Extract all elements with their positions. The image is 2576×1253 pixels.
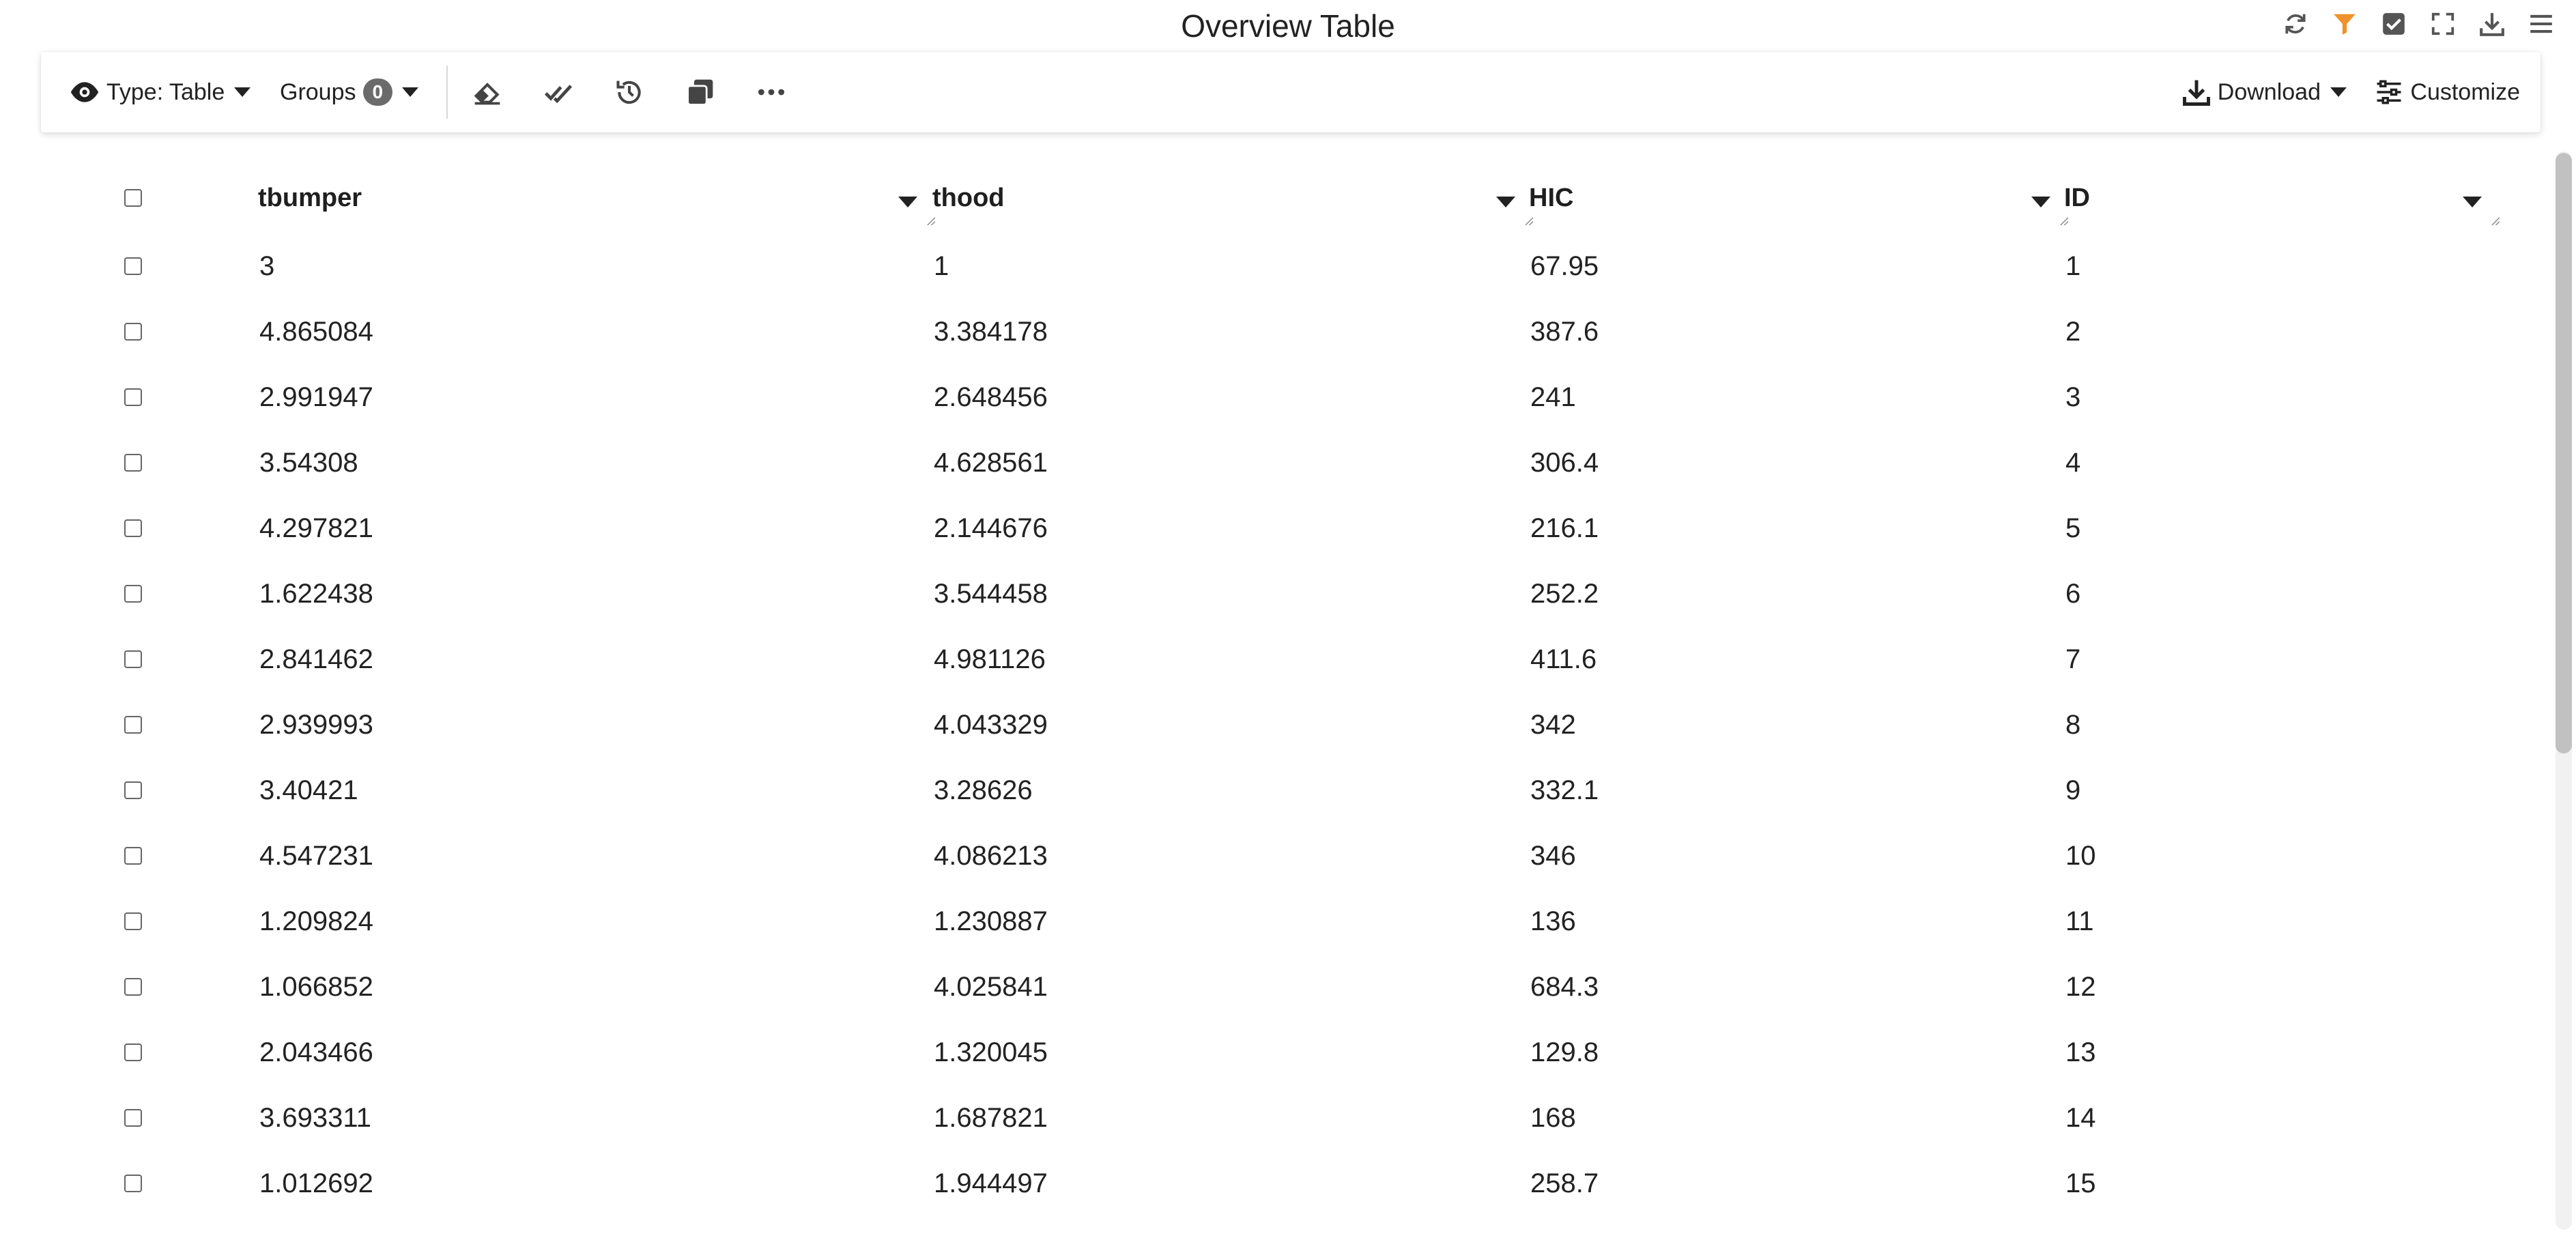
type-selector[interactable] [70,77,251,107]
row-select-cell [124,889,142,954]
table-cell: 9 [2065,775,2081,805]
groups-label: Groups [280,78,356,105]
table-cell: 684.3 [1530,971,1599,1002]
history-icon[interactable] [610,73,648,111]
scrollbar-thumb[interactable] [2556,153,2572,753]
table-cell: 2 [2065,316,2081,347]
table-cell: 7 [2065,644,2081,674]
filter-icon[interactable] [2330,10,2359,38]
chevron-down-icon [2330,87,2347,97]
refresh-icon[interactable] [2281,10,2310,38]
table-cell: 4.025841 [934,971,1048,1002]
table-cell: 4.086213 [934,840,1048,871]
row-checkbox[interactable] [124,585,142,603]
table-cell: 12 [2065,971,2096,1002]
column-header-label: thood [932,183,1005,212]
table-cell: 4.865084 [259,316,373,347]
vertical-scrollbar[interactable] [2556,152,2572,1230]
eraser-icon[interactable] [468,73,506,111]
download-label: Download [2217,78,2321,105]
sort-icon[interactable] [1496,197,1515,207]
table-cell: 4.297821 [259,513,373,543]
table-cell: 1.944497 [934,1168,1048,1198]
table-cell: 11 [2065,906,2094,936]
table-cell: 4.981126 [934,644,1046,674]
table-cell: 129.8 [1530,1037,1599,1067]
select-all-cell [124,164,152,232]
data-table [41,143,2541,1228]
row-checkbox[interactable] [124,912,142,930]
row-select-cell [124,1151,142,1216]
table-row [41,561,2513,626]
row-checkbox[interactable] [124,1109,142,1127]
table-row [41,823,2513,889]
row-select-cell [124,626,142,692]
table-cell: 216.1 [1530,513,1599,543]
sort-icon[interactable] [2463,197,2482,207]
more-icon[interactable] [752,73,790,111]
row-checkbox[interactable] [124,257,142,275]
table-cell: 1.209824 [259,906,373,936]
table-cell: 258.7 [1530,1168,1599,1198]
table-cell: 332.1 [1530,775,1599,805]
copy-icon[interactable] [681,73,719,111]
row-checkbox[interactable] [124,847,142,865]
table-cell: 241 [1530,381,1576,412]
column-header-label: HIC [1529,183,1574,212]
table-cell: 1.230887 [934,906,1048,936]
row-checkbox[interactable] [124,1175,142,1192]
table-cell: 1.320045 [934,1037,1048,1067]
column-header-label: ID [2064,183,2090,212]
table-cell: 346 [1530,840,1576,871]
page-title: Overview Table [1181,8,1395,44]
table-row [41,233,2513,299]
checkbox-icon[interactable] [2379,10,2408,38]
customize-label: Customize [2410,78,2520,105]
table-row [41,758,2513,823]
row-select-cell [124,1085,142,1151]
download-menu[interactable] [2182,78,2347,106]
table-cell: 387.6 [1530,316,1599,347]
table-row [41,954,2513,1020]
chevron-down-icon [402,87,418,97]
table-row [41,495,2513,561]
row-checkbox[interactable] [124,650,142,668]
row-checkbox[interactable] [124,978,142,996]
table-cell: 2.939993 [259,709,373,740]
row-select-cell [124,364,142,430]
table-cell: 4 [2065,447,2081,478]
table-cell: 10 [2065,840,2096,871]
table-row [41,692,2513,758]
table-cell: 136 [1530,906,1576,936]
row-checkbox[interactable] [124,388,142,406]
row-select-cell [124,299,142,364]
sliders-icon [2375,78,2403,106]
table-cell: 168 [1530,1102,1576,1133]
groups-count-badge: 0 [363,78,393,106]
table-row [41,1151,2513,1216]
table-toolbar [41,52,2541,132]
table-cell: 67.95 [1530,250,1599,281]
table-cell: 2.841462 [259,644,373,674]
table-cell: 1.622438 [259,578,373,609]
row-checkbox[interactable] [124,519,142,537]
row-checkbox[interactable] [124,1043,142,1061]
table-cell: 14 [2065,1102,2096,1133]
column-header-id[interactable] [2064,164,2500,232]
row-select-cell [124,1020,142,1085]
sort-icon[interactable] [2031,197,2050,207]
table-row [41,364,2513,430]
table-cell: 2.144676 [934,513,1048,543]
row-checkbox[interactable] [124,323,142,341]
download-icon[interactable] [2478,10,2506,38]
row-checkbox[interactable] [124,716,142,734]
eye-icon [70,77,100,107]
table-cell: 6 [2065,578,2081,609]
table-cell: 306.4 [1530,447,1599,478]
table-row [41,1020,2513,1085]
table-cell: 411.6 [1530,644,1597,674]
table-cell: 3.693311 [259,1102,371,1133]
type-label: Type: Table [106,78,225,105]
table-cell: 1.012692 [259,1168,373,1198]
table-cell: 3.544458 [934,578,1048,609]
customize-button[interactable] [2375,78,2520,106]
table-cell: 13 [2065,1037,2096,1067]
table-cell: 4.043329 [934,709,1048,740]
table-cell: 4.628561 [934,447,1048,478]
fullscreen-icon[interactable] [2429,10,2457,38]
table-cell: 2.648456 [934,381,1048,412]
column-header-tbumper[interactable] [258,164,935,232]
table-cell: 1 [934,250,949,281]
download-icon [2182,78,2211,106]
row-checkbox[interactable] [124,454,142,472]
table-cell: 1 [2065,250,2081,281]
row-select-cell [124,692,142,758]
table-cell: 3.40421 [259,775,358,805]
row-checkbox[interactable] [124,781,142,799]
table-cell: 3.384178 [934,316,1048,347]
check-all-icon[interactable] [539,73,577,111]
table-cell: 2.043466 [259,1037,373,1067]
row-select-cell [124,954,142,1020]
menu-icon[interactable] [2527,10,2556,38]
table-cell: 2.991947 [259,381,373,412]
row-select-cell [124,495,142,561]
row-select-cell [124,430,142,495]
row-select-cell [124,758,142,823]
table-row [41,889,2513,954]
sort-icon[interactable] [898,197,917,207]
groups-selector[interactable] [280,78,418,106]
table-row [41,626,2513,692]
column-header-label: tbumper [258,183,362,212]
toolbar-divider [446,66,448,119]
column-header-hic[interactable] [1529,164,2068,232]
table-cell: 252.2 [1530,578,1599,609]
table-cell: 4.547231 [259,840,373,871]
table-cell: 5 [2065,513,2081,543]
table-row [41,1085,2513,1151]
top-icon-bar [2281,10,2556,38]
chevron-down-icon [234,87,251,97]
table-row [41,430,2513,495]
table-header-row [41,164,2513,232]
table-row [41,299,2513,364]
table-cell: 3.28626 [934,775,1033,805]
table-cell: 8 [2065,709,2081,740]
table-cell: 342 [1530,709,1576,740]
table-cell: 1.066852 [259,971,373,1002]
table-cell: 1.687821 [934,1102,1048,1133]
table-cell: 3 [259,250,275,281]
resize-handle-icon[interactable] [2490,216,2500,225]
row-select-cell [124,233,142,299]
column-header-thood[interactable] [932,164,1533,232]
row-select-cell [124,823,142,889]
table-cell: 3.54308 [259,447,358,478]
table-cell: 15 [2065,1168,2096,1198]
row-select-cell [124,561,142,626]
select-all-checkbox[interactable] [124,189,142,207]
table-cell: 3 [2065,381,2081,412]
